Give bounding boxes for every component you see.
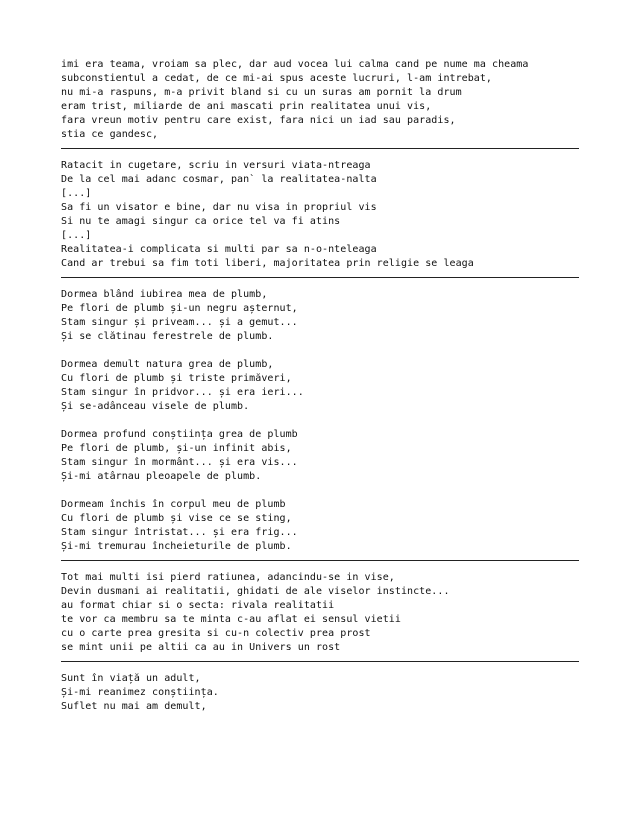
poem-line: Și se clătinau ferestrele de plumb.: [61, 331, 274, 342]
poem-line: Dormea profund conștiința grea de plumb: [61, 429, 298, 440]
text-line: subconstientul a cedat, de ce mi-ai spus aceste lucruri, l-am intrebat,: [61, 73, 493, 84]
poem-line: Dormea demult natura grea de plumb,: [61, 359, 274, 370]
section-4-prose: [61, 571, 579, 655]
section-2-verses: [61, 159, 579, 271]
text-line: Realitatea-i complicata si multi par sa n-o-nteleaga: [61, 244, 377, 255]
text-line: Sa fi un visator e bine, dar nu visa in propriul vis: [61, 202, 377, 213]
poem-line: Și-mi atârnau pleoapele de plumb.: [61, 471, 262, 482]
section-divider: [61, 661, 579, 662]
text-line: Si nu te amagi singur ca orice tel va fi atins: [61, 216, 341, 227]
poem-line: Dormea blând iubirea mea de plumb,: [61, 289, 268, 300]
poem-line: Stam singur în mormânt... și era vis...: [61, 457, 298, 468]
text-line: De la cel mai adanc cosmar, pan` la realitatea-nalta: [61, 174, 377, 185]
section-1-prose: [61, 58, 579, 142]
poem-line: Cu flori de plumb și triste primăveri,: [61, 373, 292, 384]
stanza-gap: [61, 414, 579, 428]
poem-line: Stam singur întristat... și era frig...: [61, 527, 298, 538]
poem-line: Cu flori de plumb și vise ce se sting,: [61, 513, 292, 524]
text-line: [...]: [61, 188, 92, 199]
section-3-poem: [61, 288, 579, 554]
text-line: eram trist, miliarde de ani mascati prin realitatea unui vis,: [61, 101, 432, 112]
poem-line: Pe flori de plumb și-un negru așternut,: [61, 303, 298, 314]
text-line: fara vreun motiv pentru care exist, fara nici un iad sau paradis,: [61, 115, 456, 126]
text-line: nu mi-a raspuns, m-a privit bland si cu un suras am pornit la drum: [61, 87, 462, 98]
section-divider: [61, 277, 579, 278]
poem-line: Stam singur și priveam... și a gemut...: [61, 317, 298, 328]
text-line: se mint unii pe altii ca au in Univers un rost: [61, 642, 341, 653]
poem-line: Suflet nu mai am demult,: [61, 701, 207, 712]
text-line: stia ce gandesc,: [61, 129, 159, 140]
text-line: te vor ca membru sa te minta c-au aflat ei sensul vietii: [61, 614, 401, 625]
text-line: cu o carte prea gresita si cu-n colectiv prea prost: [61, 628, 371, 639]
text-line: Ratacit in cugetare, scriu in versuri viata-ntreaga: [61, 160, 371, 171]
text-line: Cand ar trebui sa fim toti liberi, majoritatea prin religie se leaga: [61, 258, 474, 269]
poem-line: Și-mi reanimez conștiința.: [61, 687, 219, 698]
poem-line: Și-mi tremurau încheieturile de plumb.: [61, 541, 292, 552]
poem-line: Dormeam închis în corpul meu de plumb: [61, 499, 286, 510]
section-5-poem: [61, 672, 579, 714]
stanza-gap: [61, 484, 579, 498]
section-divider: [61, 560, 579, 561]
poem-line: Pe flori de plumb, și-un infinit abis,: [61, 443, 292, 454]
stanza-gap: [61, 344, 579, 358]
poem-line: Și se-adânceau visele de plumb.: [61, 401, 250, 412]
poem-line: Sunt în viață un adult,: [61, 673, 201, 684]
poem-line: Stam singur în pridvor... și era ieri...: [61, 387, 304, 398]
document-page: [61, 58, 579, 714]
text-line: imi era teama, vroiam sa plec, dar aud vocea lui calma cand pe nume ma cheama: [61, 59, 529, 70]
text-line: Devin dusmani ai realitatii, ghidati de ale viselor instincte...: [61, 586, 450, 597]
text-line: [...]: [61, 230, 92, 241]
text-line: au format chiar si o secta: rivala realitatii: [61, 600, 335, 611]
section-divider: [61, 148, 579, 149]
text-line: Tot mai multi isi pierd ratiunea, adancindu-se in vise,: [61, 572, 395, 583]
